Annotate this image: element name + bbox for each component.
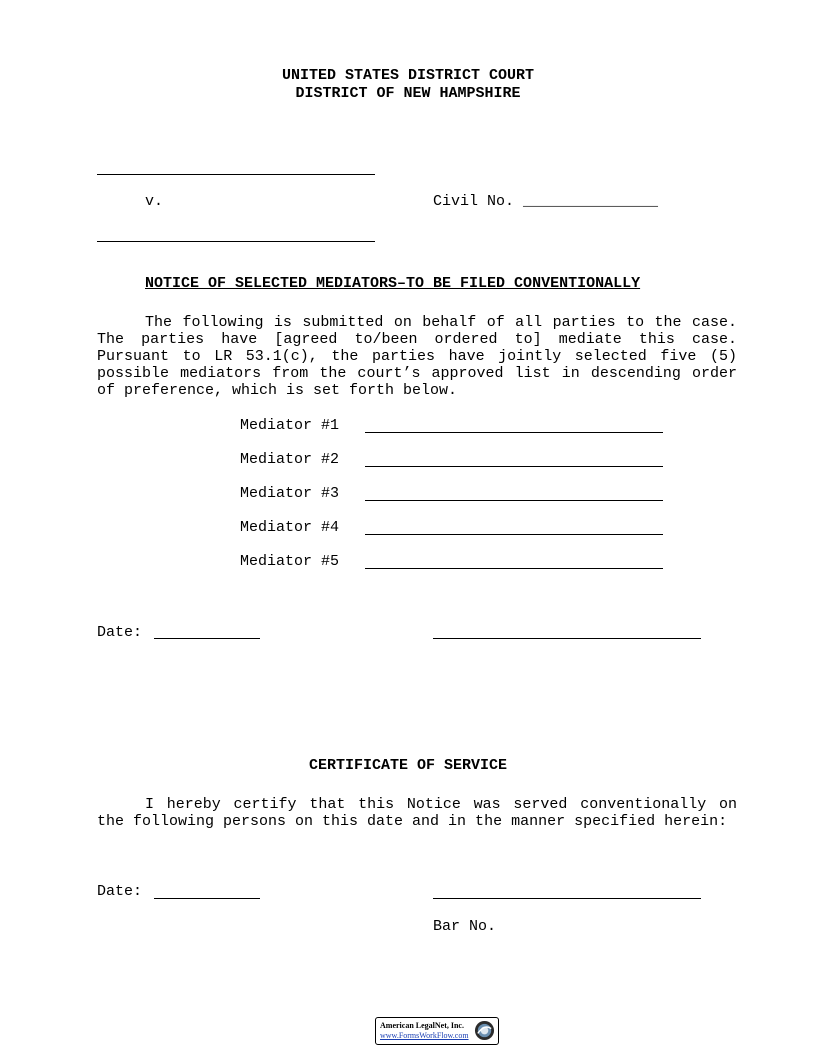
- date-label: Date:: [97, 624, 143, 641]
- mediator-label: Mediator #2: [240, 451, 340, 468]
- mediator-label: Mediator #3: [240, 485, 340, 502]
- certificate-date-label: Date:: [97, 883, 143, 900]
- certificate-title: CERTIFICATE OF SERVICE: [308, 757, 508, 774]
- certificate-signature-line[interactable]: [433, 898, 701, 899]
- mediator-2-line[interactable]: [365, 466, 663, 467]
- court-name: UNITED STATES DISTRICT COURT: [281, 67, 535, 84]
- logo-company: American LegalNet, Inc.: [380, 1021, 464, 1030]
- date-line[interactable]: [154, 638, 260, 639]
- mediator-1-line[interactable]: [365, 432, 663, 433]
- mediator-5-line[interactable]: [365, 568, 663, 569]
- notice-title: NOTICE OF SELECTED MEDIATORS–TO BE FILED CONVENTIONALLY: [145, 275, 641, 292]
- mediator-label: Mediator #1: [240, 417, 340, 434]
- certificate-date-line[interactable]: [154, 898, 260, 899]
- notice-body: [97, 314, 737, 399]
- mediator-3-line[interactable]: [365, 500, 663, 501]
- certificate-body-text: I hereby certify that this Notice was served conventionally on the following persons on this date and in the manner specified herein:: [97, 796, 737, 830]
- certificate-body: [97, 796, 737, 830]
- signature-line[interactable]: [433, 638, 701, 639]
- mediator-label: Mediator #4: [240, 519, 340, 536]
- notice-body-text: The following is submitted on behalf of all parties to the case. The parties have [agreed to/been ordered to] mediate this case. Pursuant to LR 53.1(c), the parties have jointly selected five (5) possible mediators from the court’s approved list in descending order of preference, which is set forth below.: [97, 314, 737, 399]
- versus-label: v.: [145, 193, 164, 210]
- civil-no-label: Civil No. _______________: [433, 193, 659, 210]
- globe-icon: [474, 1020, 495, 1041]
- mediator-4-line[interactable]: [365, 534, 663, 535]
- court-district: DISTRICT OF NEW HAMPSHIRE: [295, 85, 521, 102]
- plaintiff-line: [97, 174, 375, 175]
- mediator-label: Mediator #5: [240, 553, 340, 570]
- defendant-line: [97, 241, 375, 242]
- logo-url[interactable]: www.FormsWorkFlow.com: [380, 1031, 469, 1040]
- american-legalnet-logo[interactable]: [375, 1017, 499, 1045]
- bar-no-label: Bar No.: [433, 918, 497, 935]
